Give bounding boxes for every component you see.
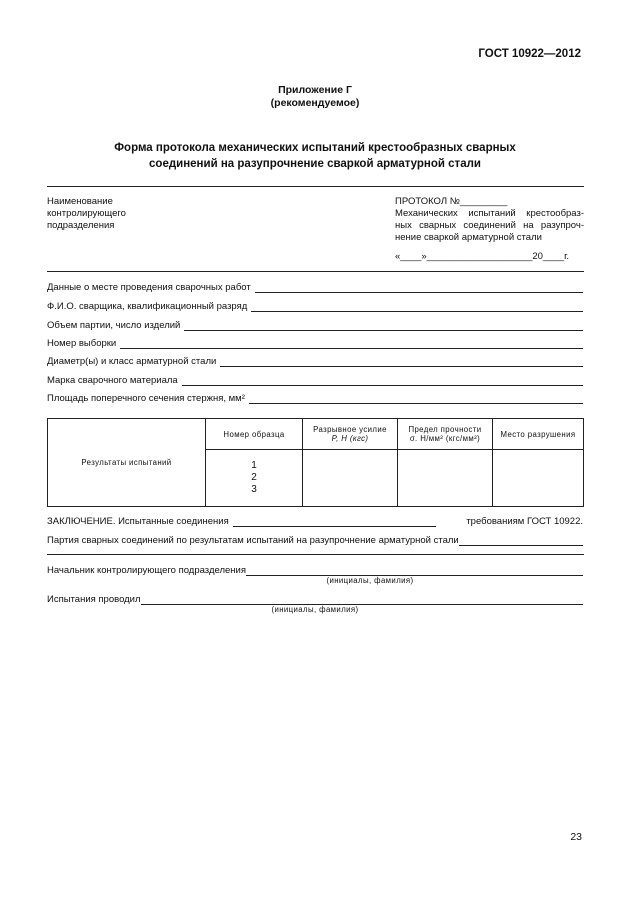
force-value-cell[interactable] bbox=[303, 450, 398, 507]
sample-number: 2 bbox=[251, 472, 257, 483]
field-diameter-class bbox=[47, 355, 583, 367]
tester-label: Испытания проводил bbox=[47, 594, 141, 605]
page-number: 23 bbox=[570, 831, 582, 843]
field-label: Объем партии, число изделий bbox=[47, 320, 181, 331]
fill-line[interactable] bbox=[120, 340, 583, 349]
col-breaking-force bbox=[303, 419, 398, 450]
form-title-line1: Форма протокола механических испытаний крестообразных сварных bbox=[114, 142, 516, 154]
chief-line bbox=[47, 564, 583, 576]
tester-caption: (инициалы, фамилия) bbox=[271, 605, 359, 614]
field-cross-section bbox=[47, 392, 583, 404]
col-strength-line1: Предел прочности bbox=[408, 425, 482, 434]
top-rule bbox=[47, 186, 584, 187]
fracture-value-cell[interactable] bbox=[493, 450, 584, 507]
strength-value-cell[interactable] bbox=[398, 450, 493, 507]
standard-number: ГОСТ 10922—2012 bbox=[478, 48, 581, 60]
field-work-location bbox=[47, 281, 583, 293]
fill-line[interactable] bbox=[246, 567, 583, 576]
appendix-subtitle: (рекомендуемое) bbox=[270, 97, 360, 109]
field-label: Диаметр(ы) и класс арматурной стали bbox=[47, 356, 217, 367]
field-welder-name bbox=[47, 300, 583, 312]
col-tensile-strength bbox=[398, 419, 493, 450]
fill-line[interactable] bbox=[233, 518, 436, 527]
protocol-line3: нение сваркой арматурной стали bbox=[395, 232, 542, 243]
results-table bbox=[47, 418, 584, 507]
org-line2: контролирующего bbox=[47, 208, 126, 219]
sample-number: 1 bbox=[251, 460, 257, 471]
conclusion-label: ЗАКЛЮЧЕНИЕ. Испытанные соединения bbox=[47, 516, 229, 527]
form-title bbox=[80, 140, 550, 172]
col-force-line1: Разрывное усилие bbox=[313, 425, 387, 434]
organization-block bbox=[47, 196, 126, 232]
org-line3: подразделения bbox=[47, 220, 115, 231]
results-header: Результаты испытаний bbox=[48, 419, 206, 507]
col-sample-number: Номер образца bbox=[206, 419, 303, 450]
field-batch-volume bbox=[47, 319, 583, 331]
conclusion-line bbox=[47, 515, 583, 527]
fill-line[interactable] bbox=[184, 322, 583, 331]
col-force-line2: P, H (кгс) bbox=[331, 434, 369, 443]
org-line1: Наименование bbox=[47, 196, 113, 207]
chief-label: Начальник контролирующего подразделения bbox=[47, 565, 246, 576]
protocol-line1: Механических испытаний крестообраз- bbox=[395, 208, 584, 219]
batch-continuation-line[interactable] bbox=[47, 554, 584, 555]
col-strength-line2: σ. Н/мм² (кгс/мм²) bbox=[409, 434, 481, 443]
tester-line bbox=[47, 593, 583, 605]
form-title-line2: соединений на разупрочнение сваркой арматурной стали bbox=[149, 158, 481, 170]
protocol-block bbox=[395, 196, 584, 263]
protocol-line2: ных сварных соединений на разупроч- bbox=[395, 220, 584, 231]
field-label: Площадь поперечного сечения стержня, мм² bbox=[47, 393, 245, 404]
conclusion-requirement: требованиям ГОСТ 10922. bbox=[466, 516, 583, 527]
fill-line[interactable] bbox=[251, 303, 583, 312]
batch-label: Партия сварных соединений по результатам испытаний на разупрочнение арматурной стали bbox=[47, 535, 459, 546]
field-label: Ф.И.О. сварщика, квалификационный разряд bbox=[47, 301, 248, 312]
fill-line[interactable] bbox=[249, 395, 583, 404]
fill-line[interactable] bbox=[182, 377, 583, 386]
protocol-date: «____»____________________20____г. bbox=[395, 251, 570, 262]
section-rule bbox=[47, 271, 584, 272]
field-label: Марка сварочного материала bbox=[47, 375, 178, 386]
fill-line[interactable] bbox=[141, 596, 583, 605]
fill-line[interactable] bbox=[459, 537, 583, 546]
field-label: Данные о месте проведения сварочных работ bbox=[47, 282, 251, 293]
fill-line[interactable] bbox=[220, 358, 583, 367]
field-sample-number bbox=[47, 337, 583, 349]
chief-caption: (инициалы, фамилия) bbox=[326, 576, 414, 585]
col-fracture-place: Место разрушения bbox=[493, 419, 584, 450]
sample-number: 3 bbox=[251, 484, 257, 495]
sample-numbers-cell bbox=[206, 450, 303, 507]
appendix-title: Приложение Г bbox=[278, 84, 352, 96]
batch-line bbox=[47, 534, 583, 546]
field-welding-material bbox=[47, 374, 583, 386]
field-label: Номер выборки bbox=[47, 338, 117, 349]
fill-line[interactable] bbox=[255, 284, 583, 293]
protocol-label: ПРОТОКОЛ №_________ bbox=[395, 196, 508, 207]
